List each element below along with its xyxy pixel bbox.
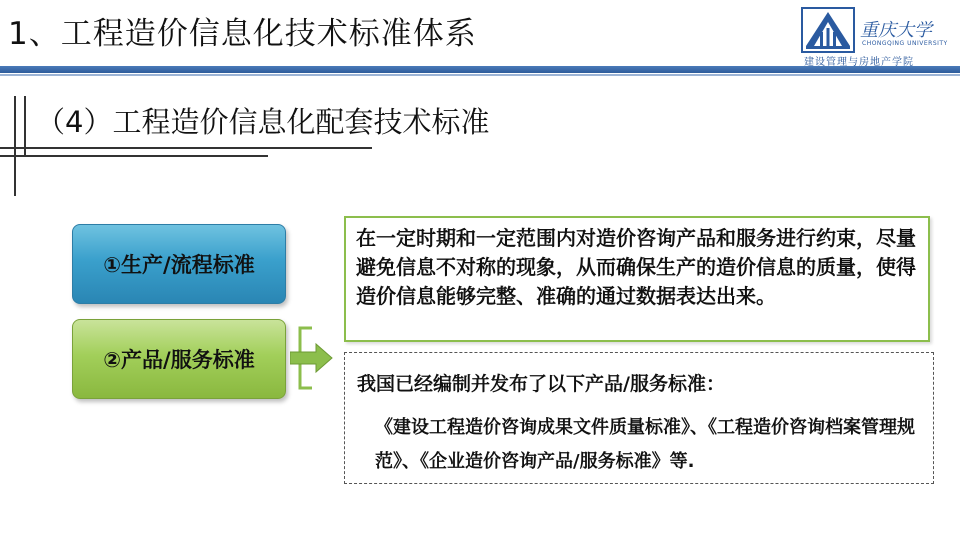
header-divider-thin [0,74,960,76]
university-emblem-icon [800,6,856,56]
product-service-standard-button[interactable]: ②产品/服务标准 [72,319,286,399]
logo-school-name: 建设管理与房地产学院 [804,57,914,68]
logo-university-name: 重庆大学 [860,20,932,41]
standards-box [344,352,934,484]
page-title: 1、工程造价信息化技术标准体系 [8,16,477,52]
description-text: 在一定时期和一定范围内对造价咨询产品和服务进行约束，尽量避免信息不对称的现象，从而确保生产的造价信息的质量，使得造价信息能够完整、准确的通过数据表达出来。 [356,226,916,308]
standards-list: 《建设工程造价咨询成果文件质量标准》、《工程造价咨询档案管理规范》、《企业造价咨询产品/服务标准》等. [375,417,915,472]
decor-horizontal-line [0,147,372,149]
section-title: （4）工程造价信息化配套技术标准 [36,105,490,139]
decor-horizontal-line [0,155,268,157]
university-logo [800,6,952,66]
arrow-right-icon [290,324,346,392]
logo-english-name: CHONGQING UNIVERSITY [862,40,948,47]
production-process-standard-button[interactable]: ①生产/流程标准 [72,224,286,304]
standards-intro: 我国已经编制并发布了以下产品/服务标准： [357,373,725,395]
description-box [344,216,930,342]
decor-vertical-line [14,96,16,196]
